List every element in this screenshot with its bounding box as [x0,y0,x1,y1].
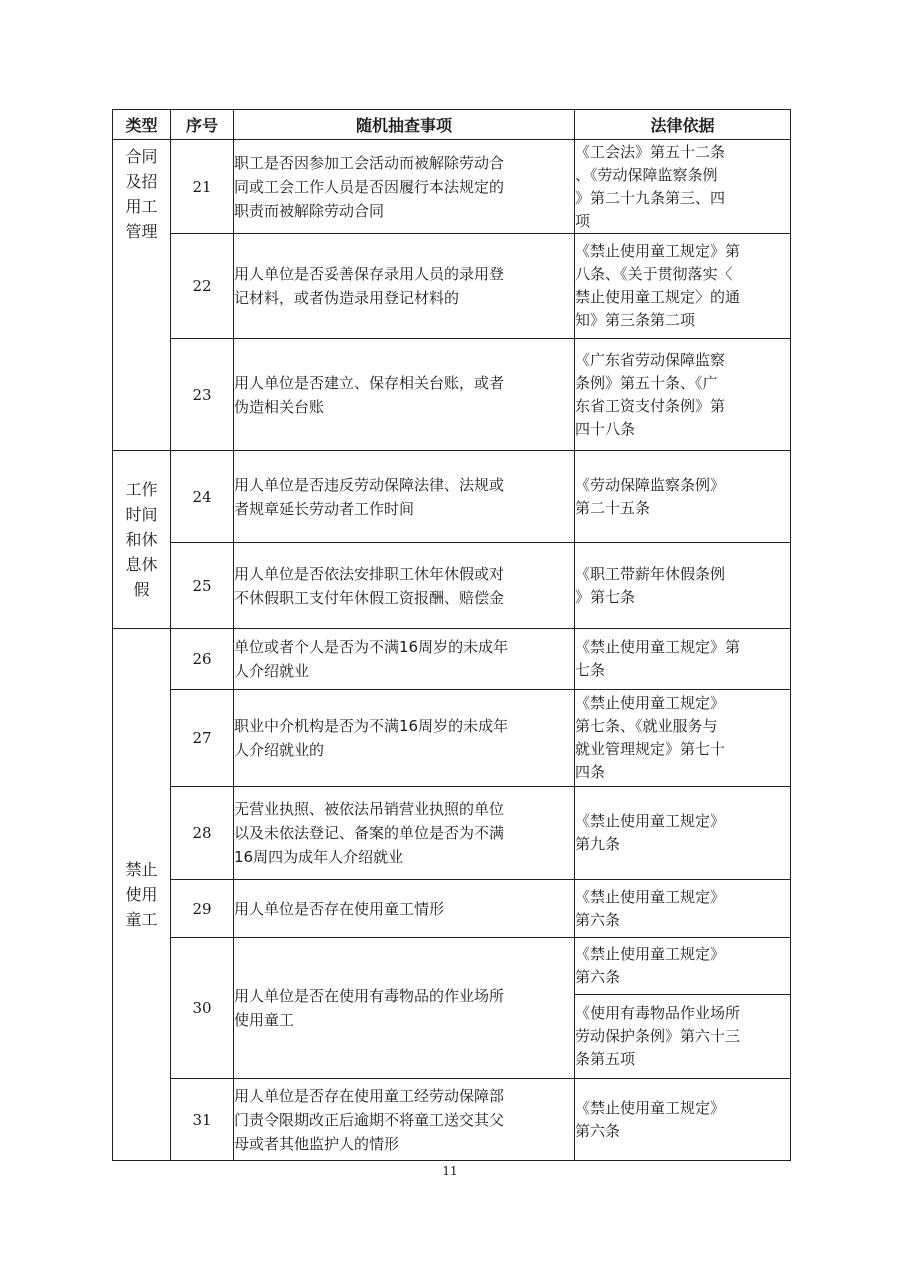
seq-cell: 28 [171,787,234,880]
table-row [113,690,791,787]
law-line: 东省工资支付条例》第 [575,396,726,415]
item-line: 用人单位是否在使用有毒物品的作业场所 [234,987,505,1005]
law-cell [575,629,791,690]
law-line: 《禁止使用童工规定》 [575,887,726,906]
law-line: 第六条 [575,1121,621,1140]
law-cell [575,690,791,787]
seq-cell: 24 [171,451,234,543]
type-label: 假 [133,580,150,599]
law-cell [575,140,791,234]
table-row [113,787,791,880]
type-label: 时间 [125,505,158,524]
law-line: 《广东省劳动保障监察 [575,350,726,369]
item-line: 用人单位是否建立、保存相关台账，或者 [234,373,505,392]
law-line: 条例》第五十条、《广 [575,373,718,392]
law-line: 、《劳动保障监察条例 [575,165,718,184]
law-line: 第六条 [575,968,621,986]
table-row [113,234,791,339]
item-line: 职责而被解除劳动合同 [234,201,385,220]
header-type: 类型 [113,110,171,140]
header-seq: 序号 [171,110,234,140]
item-line: 使用童工 [234,1011,295,1029]
type-label: 合同 [125,147,158,166]
item-cell [234,543,575,629]
law-line: 《劳动保障监察条例》 [575,475,726,494]
law-line: 四十八条 [575,419,636,438]
law-line: 《禁止使用童工规定》 [575,812,726,830]
item-line: 人介绍就业 [234,662,310,680]
type-cell-contract [113,140,171,451]
item-line: 职工是否因参加工会活动而被解除劳动合 [234,153,505,172]
law-line: 第七条、《就业服务与 [575,717,718,735]
type-label: 用工 [125,197,158,216]
law-line: 《禁止使用童工规定》第 [575,638,741,656]
type-label: 管理 [125,222,158,241]
seq-cell: 23 [171,339,234,451]
header-row [113,110,791,140]
item-line: 无营业执照、被依法吊销营业执照的单位 [234,800,505,818]
law-line: 第九条 [575,835,621,853]
law-line: 第六条 [575,910,621,929]
type-label: 使用 [125,885,158,904]
law-line: 《使用有毒物品作业场所 [575,1004,741,1022]
seq-cell: 25 [171,543,234,629]
item-cell [234,880,575,938]
item-line: 用人单位是否妥善保存录用人员的录用登 [234,265,505,283]
law-cell [575,339,791,451]
item-line: 记材料，或者伪造录用登记材料的 [234,289,460,307]
header-law: 法律依据 [575,110,791,140]
table-row [113,339,791,451]
type-cell-child-labor [113,629,171,1161]
law-line: 《禁止使用童工规定》 [575,694,726,712]
table-row [113,880,791,938]
item-line: 门责令限期改正后逾期不将童工送交其父 [234,1110,505,1129]
item-cell [234,140,575,234]
item-cell [234,938,575,1079]
type-label: 工作 [125,480,158,499]
item-line: 者规章延长劳动者工作时间 [234,499,415,518]
seq-cell: 21 [171,140,234,234]
law-line: 《禁止使用童工规定》 [575,1098,726,1117]
law-line: 知》第三条第二项 [575,311,696,329]
type-label: 禁止 [125,860,158,879]
inspection-table [112,109,791,1161]
item-line: 以及未依法登记、备案的单位是否为不满 [234,824,505,842]
law-line: 项 [575,211,591,230]
item-line: 伪造相关台账 [234,397,325,416]
item-line: 人介绍就业的 [234,741,325,759]
item-cell [234,1079,575,1161]
law-cell [575,880,791,938]
law-cell [575,995,791,1079]
law-cell [575,1079,791,1161]
table-row [113,1079,791,1161]
item-line: 同或工会工作人员是否因履行本法规定的 [234,177,505,196]
law-line: 四条 [575,763,606,781]
law-cell [575,787,791,880]
seq-cell: 26 [171,629,234,690]
item-line: 用人单位是否存在使用童工经劳动保障部 [234,1086,505,1105]
table-row [113,629,791,690]
law-line: 第二十五条 [575,498,651,517]
item-cell [234,451,575,543]
type-label: 和休 [125,530,158,549]
seq-cell: 31 [171,1079,234,1161]
item-line: 用人单位是否违反劳动保障法律、法规或 [234,475,505,494]
item-cell [234,629,575,690]
seq-cell: 29 [171,880,234,938]
law-cell [575,543,791,629]
law-line: 七条 [575,661,606,679]
type-label: 息休 [125,555,158,574]
law-line: 》第七条 [575,587,636,606]
seq-cell: 30 [171,938,234,1079]
header-item: 随机抽查事项 [234,110,575,140]
page-number: 11 [442,1164,458,1178]
law-line: 劳动保护条例》第六十三 [575,1027,741,1045]
law-cell [575,938,791,995]
law-line: 条第五项 [575,1050,636,1068]
item-line: 16周四为成年人介绍就业 [234,848,404,866]
item-line: 职业中介机构是否为不满16周岁的未成年 [234,717,509,735]
item-cell [234,787,575,880]
item-line: 用人单位是否依法安排职工休年休假或对 [234,564,505,583]
law-line: 禁止使用童工规定〉的通 [575,288,741,306]
table-row [113,543,791,629]
item-line: 不休假职工支付年休假工资报酬、赔偿金 [234,588,505,607]
law-line: 就业管理规定》第七十 [575,740,726,758]
table-row [113,938,791,995]
law-line: 《工会法》第五十二条 [575,142,726,161]
law-line: 《职工带薪年休假条例 [575,564,726,583]
law-line: 《禁止使用童工规定》 [575,945,726,963]
table-row [113,451,791,543]
type-cell-worktime [113,451,171,629]
item-cell [234,234,575,339]
law-cell [575,234,791,339]
type-label: 童工 [125,910,158,929]
item-cell [234,690,575,787]
item-cell [234,339,575,451]
law-cell [575,451,791,543]
item-line: 母或者其他监护人的情形 [234,1134,400,1153]
table-row [113,140,791,234]
seq-cell: 27 [171,690,234,787]
law-line: 《禁止使用童工规定》第 [575,242,741,260]
type-label: 及招 [125,172,158,191]
seq-cell: 22 [171,234,234,339]
item-line: 单位或者个人是否为不满16周岁的未成年 [234,638,509,656]
law-line: 》第二十九条第三、四 [575,188,726,207]
law-line: 八条、《关于贯彻落实〈 [575,265,733,283]
item-line: 用人单位是否存在使用童工情形 [234,899,445,918]
